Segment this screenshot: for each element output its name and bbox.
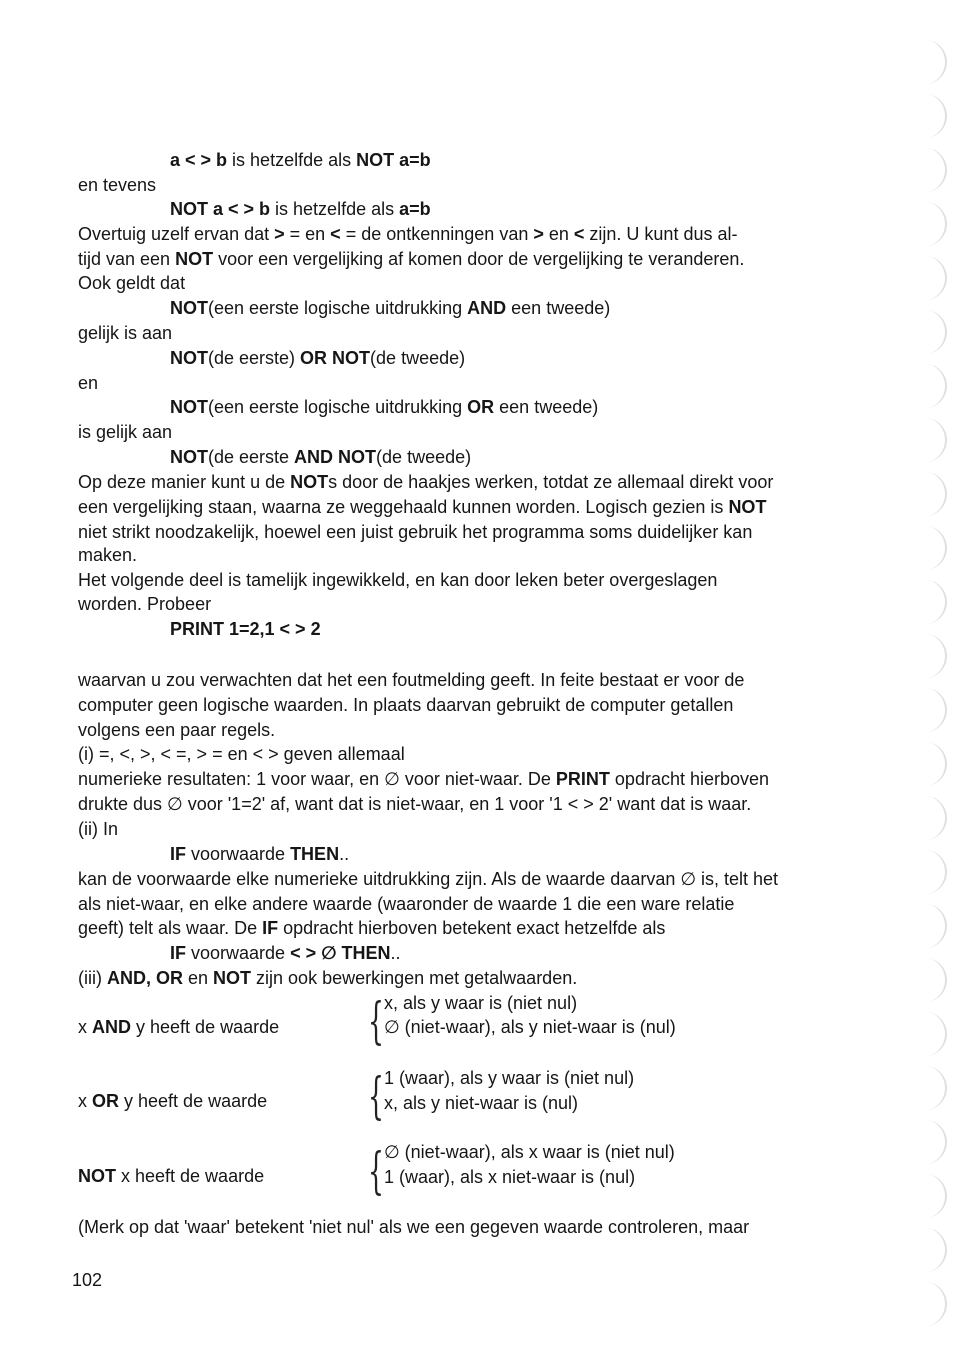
margin-mark [925, 472, 947, 516]
text-run: worden. Probeer [78, 594, 212, 614]
keyword-text: NOT [290, 472, 329, 492]
text-run: Op deze manier kunt u de [78, 472, 291, 492]
text-run: x [78, 1091, 93, 1111]
text-run: (de tweede) [370, 348, 466, 368]
keyword-text: > [533, 224, 544, 244]
margin-mark [925, 580, 947, 624]
text-run: is hetzelfde als [227, 150, 357, 170]
text-run: geeft) telt als waar. De [78, 918, 263, 938]
keyword-text: NOT [170, 348, 208, 368]
margin-mark [925, 526, 947, 570]
text-run: voorwaarde [186, 844, 291, 864]
definition-case: x, als y waar is (niet nul) [384, 993, 578, 1013]
margin-mark [925, 418, 947, 462]
keyword-text: NOT [170, 447, 208, 467]
text-line [78, 867, 844, 891]
text-line [170, 197, 844, 221]
margin-mark [925, 742, 947, 786]
keyword-text: THEN [290, 844, 340, 864]
text-line [78, 592, 844, 616]
keyword-text: OR [92, 1091, 120, 1111]
text-line [78, 792, 844, 816]
keyword-text: NOT [175, 249, 214, 269]
text-run: en [543, 224, 574, 244]
margin-mark [925, 904, 947, 948]
definition-case: x, als y niet-waar is (nul) [384, 1093, 579, 1113]
margin-mark [925, 364, 947, 408]
page-number: 102 [72, 1270, 103, 1290]
text-run: en tevens [78, 175, 157, 195]
text-line [170, 296, 844, 320]
text-run: gelijk is aan [78, 323, 173, 343]
text-line [170, 941, 844, 965]
margin-mark [925, 202, 947, 246]
text-line [78, 718, 844, 742]
text-run: tijd van een [78, 249, 176, 269]
text-line [78, 321, 844, 345]
text-line [78, 767, 844, 791]
margin-mark [925, 94, 947, 138]
keyword-text: > [274, 224, 285, 244]
text-run: numerieke resultaten: 1 voor waar, en ∅ voor niet-waar. De [78, 769, 556, 789]
text-run: (de eerste [208, 447, 295, 467]
margin-mark [925, 850, 947, 894]
text-line [78, 222, 844, 246]
curly-brace: { [368, 1067, 384, 1125]
text-line [78, 892, 844, 916]
text-line [170, 395, 844, 419]
text-run: y heeft de waarde [119, 1091, 268, 1111]
curly-brace: { [368, 1142, 384, 1200]
keyword-text: < [573, 224, 585, 244]
text-line [170, 346, 844, 370]
definition-case: 1 (waar), als y waar is (niet nul) [384, 1068, 635, 1088]
margin-mark [925, 310, 947, 354]
text-run: (een eerste logische uitdrukking [208, 397, 468, 417]
text-line [78, 693, 844, 717]
keyword-text: NOT a=b [356, 150, 431, 170]
definition-case: 1 (waar), als x niet-waar is (nul) [384, 1167, 636, 1187]
text-run: een tweede) [494, 397, 599, 417]
text-run: een tweede) [506, 298, 611, 318]
keyword-text: < [330, 224, 341, 244]
keyword-text: IF [262, 918, 279, 938]
keyword-text: a=b [399, 199, 431, 219]
keyword-text: OR NOT [300, 348, 371, 368]
text-run: (iii) [78, 968, 107, 988]
text-run: .. [339, 844, 350, 864]
text-run: x heeft de waarde [116, 1166, 265, 1186]
keyword-text: NOT [170, 298, 208, 318]
text-line [78, 247, 844, 271]
text-run: y heeft de waarde [131, 1017, 280, 1037]
text-run: = en [284, 224, 331, 244]
text-run: is gelijk aan [78, 422, 173, 442]
margin-mark [925, 1228, 947, 1272]
text-run: en [78, 373, 99, 393]
text-line [78, 668, 844, 692]
keyword-text: NOT [728, 497, 767, 517]
margin-mark [925, 40, 947, 84]
text-run: .. [390, 943, 401, 963]
text-run: (de tweede) [376, 447, 472, 467]
text-run: is hetzelfde als [270, 199, 400, 219]
definition-case: ∅ (niet-waar), als x waar is (niet nul) [384, 1142, 675, 1162]
definition-case: ∅ (niet-waar), als y niet-waar is (nul) [384, 1017, 676, 1037]
text-line [170, 842, 844, 866]
text-run: Het volgende deel is tamelijk ingewikkeld, en kan door leken beter overgeslagen [78, 570, 718, 590]
text-run: (Merk op dat 'waar' betekent 'niet nul' als we een gegeven waarde controleren, maar [78, 1217, 750, 1237]
text-line [78, 470, 844, 494]
text-run: maken. [78, 545, 138, 565]
margin-mark [925, 1174, 947, 1218]
text-line [78, 173, 844, 197]
text-run: kan de voorwaarde elke numerieke uitdrukking zijn. Als de waarde daarvan ∅ is, telt het [78, 869, 779, 889]
keyword-text: NOT [78, 1166, 116, 1186]
text-line [78, 520, 844, 544]
keyword-text: IF [170, 943, 186, 963]
text-line [78, 371, 844, 395]
keyword-text: NOT [213, 968, 252, 988]
text-run: Ook geldt dat [78, 273, 186, 293]
text-run: als niet-waar, en elke andere waarde (waaronder de waarde 1 die een ware relatie [78, 894, 735, 914]
keyword-text: NOT [170, 397, 208, 417]
text-run: (i) =, <, >, < =, > = en < > geven allemaal [78, 744, 405, 764]
text-run: (de eerste) [208, 348, 301, 368]
keyword-text: a < > b [170, 150, 228, 170]
margin-mark [925, 688, 947, 732]
text-run: en [183, 968, 214, 988]
text-run: een vergelijking staan, waarna ze weggehaald kunnen worden. Logisch gezien is [78, 497, 729, 517]
margin-mark [925, 634, 947, 678]
text-line [78, 495, 844, 519]
text-run: opdracht hierboven betekent exact hetzelfde als [278, 918, 666, 938]
text-run: drukte dus ∅ voor '1=2' af, want dat is niet-waar, en 1 voor '1 < > 2' want dat is waar. [78, 794, 752, 814]
text-line [78, 271, 844, 295]
margin-mark [925, 148, 947, 192]
margin-mark [925, 256, 947, 300]
text-run: x [78, 1017, 93, 1037]
text-line [78, 568, 844, 592]
text-run: (ii) In [78, 819, 118, 839]
text-line [78, 916, 844, 940]
keyword-text: AND NOT [294, 447, 377, 467]
text-run: Overtuig uzelf ervan dat [78, 224, 275, 244]
text-run: voorwaarde [186, 943, 291, 963]
text-line [78, 420, 844, 444]
text-run: voor een vergelijking af komen door de vergelijking te veranderen. [213, 249, 745, 269]
curly-brace: { [368, 992, 384, 1050]
margin-mark [925, 1120, 947, 1164]
text-line [78, 543, 844, 567]
text-run: volgens een paar regels. [78, 720, 276, 740]
keyword-text: PRINT 1=2,1 < > 2 [170, 619, 321, 639]
text-run: waarvan u zou verwachten dat het een foutmelding geeft. In feite bestaat er voor de [78, 670, 745, 690]
text-line [78, 966, 844, 990]
text-run: computer geen logische waarden. In plaats daarvan gebruikt de computer getallen [78, 695, 734, 715]
margin-mark [925, 958, 947, 1002]
text-run: = de ontkenningen van [340, 224, 534, 244]
margin-mark [925, 796, 947, 840]
text-run: (een eerste logische uitdrukking [208, 298, 468, 318]
keyword-text: AND, OR [107, 968, 183, 988]
text-run: zijn. U kunt dus al- [584, 224, 738, 244]
text-line [78, 742, 844, 766]
keyword-text: OR [467, 397, 495, 417]
text-run: opdracht hierboven [609, 769, 770, 789]
keyword-text: PRINT [555, 769, 610, 789]
keyword-text: IF [170, 844, 186, 864]
text-line [78, 817, 844, 841]
keyword-text: AND [92, 1017, 132, 1037]
keyword-text: < > ∅ THEN [290, 943, 391, 963]
text-line [170, 445, 844, 469]
margin-mark [925, 1282, 947, 1326]
keyword-text: NOT a < > b [170, 199, 271, 219]
text-run: niet strikt noodzakelijk, hoewel een juist gebruik het programma soms duidelijker kan [78, 522, 753, 542]
text-run: zijn ook bewerkingen met getalwaarden. [251, 968, 578, 988]
text-line [170, 148, 844, 172]
text-line [170, 617, 844, 641]
margin-mark [925, 1012, 947, 1056]
margin-mark [925, 1066, 947, 1110]
keyword-text: AND [467, 298, 507, 318]
text-line [78, 1215, 844, 1239]
text-run: s door de haakjes werken, totdat ze allemaal direkt voor [328, 472, 774, 492]
